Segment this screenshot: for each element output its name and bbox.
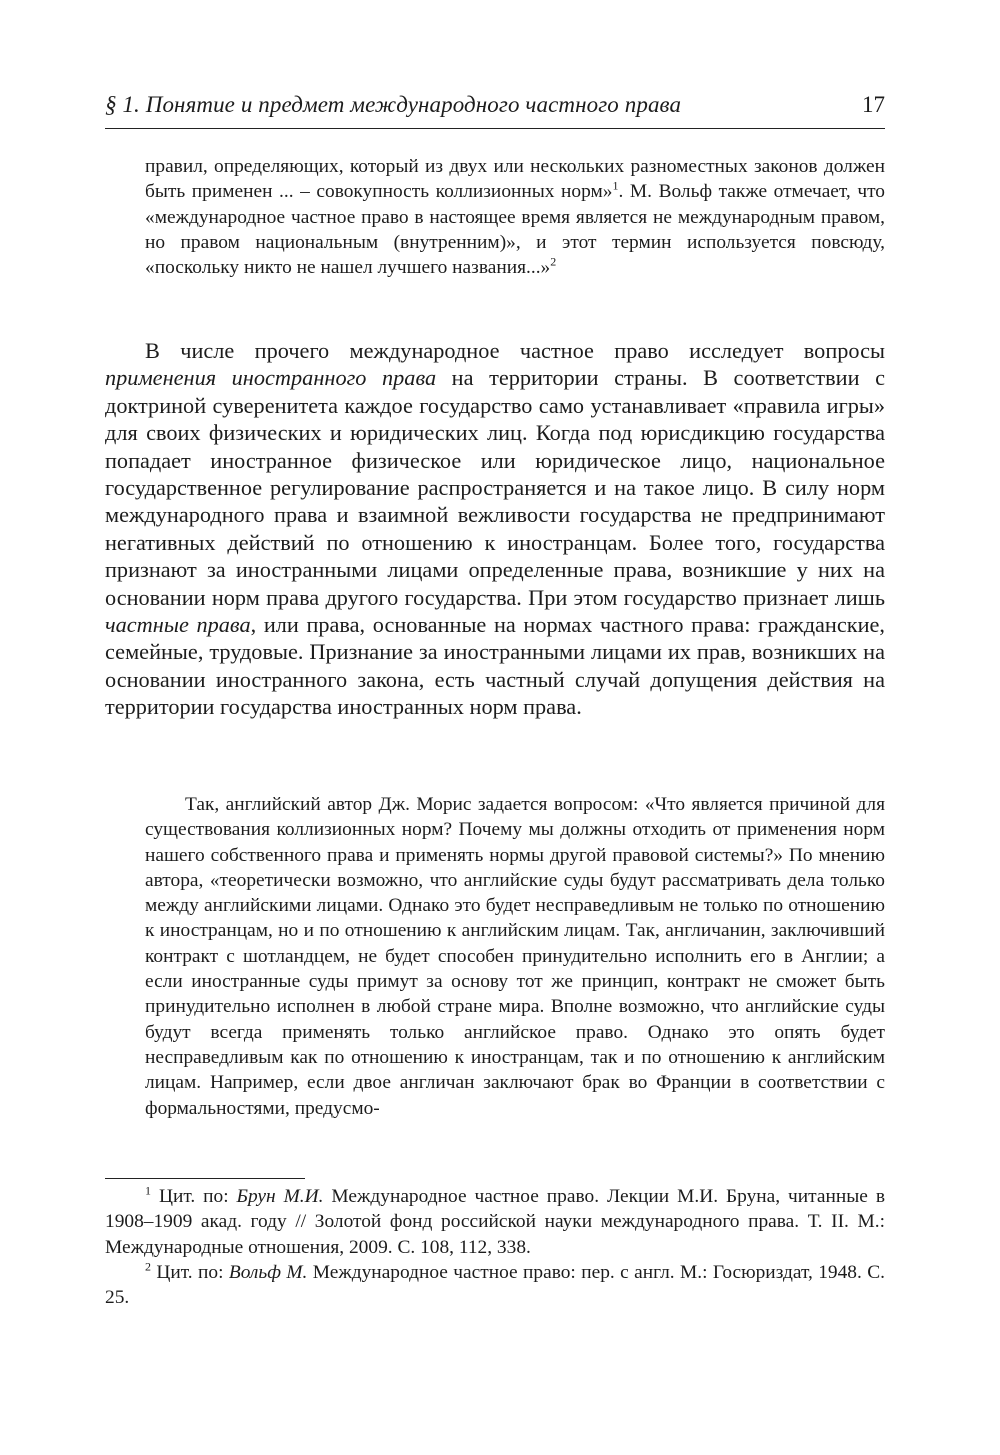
section-title: § 1. Понятие и предмет международного частного права [105, 92, 682, 117]
footnote-author: Брун М.И. [236, 1186, 324, 1207]
main-paragraph [105, 337, 885, 721]
main-emphasis-2: частные права [105, 612, 251, 638]
footnote-ref-1[interactable]: 1 [612, 178, 619, 193]
quote-text-b: . М. Вольф также отмечает, что «международное частное право в настоящее время является не международным правом, но правом национальным (внутренним)», и этот термин используется повсюду, «поскольку никто не нашел лучшего названия...» [145, 181, 885, 279]
quote-text-a: правил, определяющих, который из двух или нескольких разноместных законов должен быть применен ... – совокупность коллизионных норм» [145, 156, 885, 203]
quote-block-top [145, 154, 885, 280]
footnote-prefix: Цит. по: [151, 1186, 237, 1207]
running-header [105, 92, 885, 126]
main-emphasis-1: применения иностранного права [105, 365, 437, 391]
main-text-1: В числе прочего международное частное право исследует вопросы [145, 338, 885, 363]
page-number: 17 [862, 92, 885, 117]
footnote-ref-2[interactable]: 2 [550, 254, 557, 269]
footnote-1 [105, 1184, 885, 1260]
footnote-mark: 2 [145, 1259, 151, 1274]
footnote-mark: 1 [145, 1183, 151, 1198]
footnote-author: Вольф М. [228, 1261, 308, 1283]
footnote-2 [105, 1260, 885, 1311]
header-divider [105, 128, 885, 129]
main-text-2: на территории страны. В соответствии с доктриной суверенитета каждое государство само устанавливает «правила игры» для своих физических и юридических лиц. Когда под юрисдикцию государства попадает иностранное физическое или юридическое лицо, национальное государственное регулирование распространяется и на такое лицо. В силу норм международного права и взаимной вежливости государства не предпринимают негативных действий по отношению к иностранцам. Более того, государства признают за иностранными лицами определенные права, возникшие у них на основании норм права другого государства. При этом государство признает лишь [105, 365, 885, 610]
footnote-prefix: Цит. по: [151, 1261, 229, 1283]
footnote-citation: Международное частное право. Лекции М.И. Бруна, читанные в 1908–1909 акад. году // Золотой фонд российской науки международного права. Т. II. М.: Международные отношения, 2009. С. 108, 112, 338. [105, 1186, 885, 1258]
main-text-3: , или права, основанные на нормах частного права: гражданские, семейные, трудовые. Признание за иностранными лицами их прав, возникших на основании иностранного закона, есть частный случай допущения действия на территории государства иностранных норм права. [105, 612, 885, 720]
footnote-divider [105, 1178, 305, 1179]
footnote-citation: Международное частное право: пер. с англ. М.: Госюриздат, 1948. С. 25. [105, 1261, 886, 1309]
morris-quote-text: Так, английский автор Дж. Морис задается вопросом: «Что является причиной для существования коллизионных норм? Почему мы должны отходить от применения норм нашего собственного права и применять нормы другой правовой системы?» По мнению автора, «теоретически возможно, что английские суды будут рассматривать дела только между английскими лицами. Однако это будет несправедливым не только по отношению к иностранцам, но и по отношению к английским лицам. Так, англичанин, заключивший контракт с шотландцем, не будет способен принудительно исполнить его в Англии; а если иностранные суды примут за основу тот же принцип, контракт не сможет быть принудительно исполнен в любой стране мира. Вполне возможно, что английские суды будут всегда применять только английское право. Однако это опять будет несправедливым как по отношению к иностранцам, так и по отношению к английским лицам. Например, если двое англичан заключают брак во Франции в соответствии с формальностями, предусмо- [145, 794, 885, 1119]
footnotes [105, 1184, 885, 1310]
quote-block-morris [145, 792, 885, 1121]
